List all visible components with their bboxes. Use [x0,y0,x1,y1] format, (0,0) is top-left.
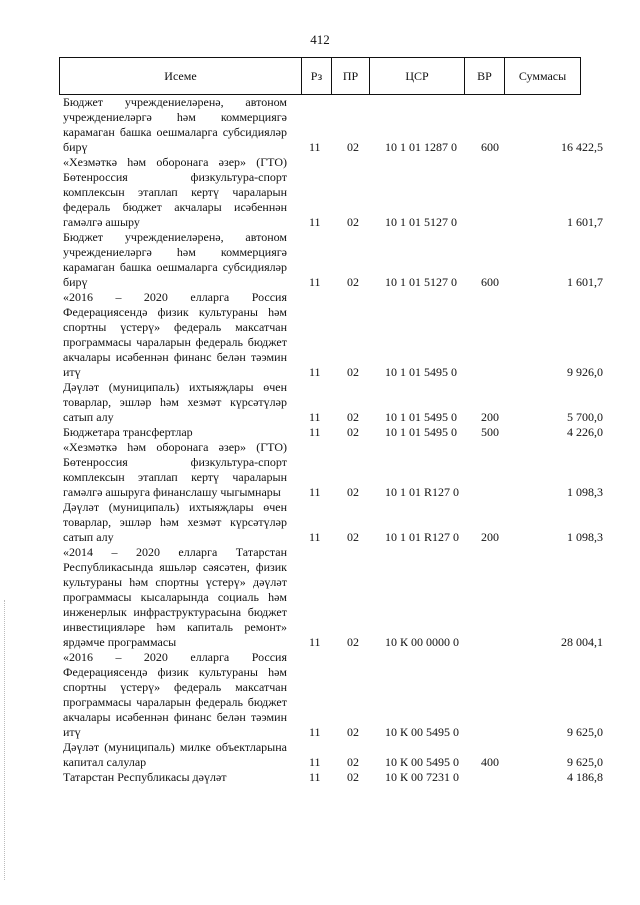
row-name: «2016 – 2020 елларга Россия Федерациясендә физик культураны һәм спортны үстерү» федераль максатчан программасы чараларын федераль бюджет акчалары исәбеннән финанс белән тәэмин итү [63,650,287,739]
row-csr: 10 1 01 5495 0 [385,365,457,379]
row-name: «Хезмәткә һәм оборонага әзер» (ГТО) Бөтенроссия физкультура-спорт комплексын этаплап кертү чараларын гамәлгә ашыруга финанслашу чыгымнары [63,440,287,499]
header-csr: ЦСР [370,58,465,94]
row-vr: 200 [481,410,499,424]
row-sum: 1 601,7 [567,215,603,229]
row-rz: 11 [309,215,321,229]
row-sum: 5 700,0 [567,410,603,424]
header-rz: Рз [302,58,332,94]
row-vr: 400 [481,755,499,769]
row-rz: 11 [309,770,321,784]
row-name: Дәүләт (муниципаль) ихтыяҗлары өчен товарлар, эшләр һәм хезмәт күрсәтүләр сатып алу [63,380,287,424]
row-pr: 02 [347,770,359,784]
row-pr: 02 [347,275,359,289]
row-pr: 02 [347,725,359,739]
row-csr: 10 К 00 7231 0 [385,770,460,784]
row-name: Бюджет учреждениеләренә, автоном учреждениеләргә һәм коммерциягә карамаган башка оешмаларга субсидияләр бирү [63,95,287,154]
row-rz: 11 [309,485,321,499]
row-pr: 02 [347,635,359,649]
row-rz: 11 [309,425,321,439]
row-rz: 11 [309,725,321,739]
row-values [63,425,603,440]
row-pr: 02 [347,425,359,439]
row-sum: 1 098,3 [567,485,603,499]
row-pr: 02 [347,755,359,769]
table-row [63,155,603,230]
row-values [63,215,603,230]
header-name: Исеме [60,58,302,94]
row-sum: 16 422,5 [561,140,603,154]
row-name: «2014 – 2020 елларга Татарстан Республикасында яшьләр сәясәтен, физик культураны һәм спортны үстерү» дәүләт программасы кысаларында социаль һәм инженерлык инфраструктурасына бюджет инвестицияләре һәм капиталь ремонт» ярдәмче программасы [63,545,287,649]
row-csr: 10 К 00 0000 0 [385,635,460,649]
row-values [63,530,603,545]
row-pr: 02 [347,485,359,499]
page-number: 412 [310,32,330,47]
row-name: Бюджетара трансфертлар [63,425,193,439]
row-csr: 10 1 01 5495 0 [385,425,457,439]
row-sum: 9 926,0 [567,365,603,379]
row-name: Татарстан Республикасы дәүләт [63,770,227,784]
row-name: Дәүләт (муниципаль) милке объектларына капитал салулар [63,740,287,769]
table-row [63,545,603,650]
row-values [63,485,603,500]
row-name: «2016 – 2020 елларга Россия Федерациясендә физик культураны һәм спортны үстерү» федераль максатчан программасы чараларын федераль бюджет акчалары исәбеннән финанс белән тәэмин итү [63,290,287,379]
margin-dots [4,600,8,880]
table-row [63,380,603,425]
row-csr: 10 1 01 1287 0 [385,140,457,154]
table-row [63,650,603,740]
row-values [63,635,603,650]
row-rz: 11 [309,530,321,544]
table-row [63,425,603,440]
row-rz: 11 [309,755,321,769]
row-rz: 11 [309,140,321,154]
row-name: Бюджет учреждениеләренә, автоном учреждениеләргә һәм коммерциягә карамаган башка оешмаларга субсидияләр бирү [63,230,287,289]
table-body [63,95,603,785]
header-sum: Суммасы [518,69,567,83]
table-row [63,440,603,500]
row-pr: 02 [347,215,359,229]
row-csr: 10 1 01 5127 0 [385,215,457,229]
row-values [63,140,603,155]
row-name: Дәүләт (муниципаль) ихтыяҗлары өчен товарлар, эшләр һәм хезмәт күрсәтүләр сатып алу [63,500,287,544]
row-sum: 9 625,0 [567,755,603,769]
row-csr: 10 1 01 5495 0 [385,410,457,424]
row-sum: 4 226,0 [567,425,603,439]
row-name: «Хезмәткә һәм оборонага әзер» (ГТО) Бөтенроссия физкультура-спорт комплексын этаплап кертү чараларын федераль бюджет акчалары исәбеннән гамәлгә ашыру [63,155,287,229]
row-rz: 11 [309,275,321,289]
row-sum: 1 601,7 [567,275,603,289]
row-sum: 28 004,1 [561,635,603,649]
table-row [63,740,603,770]
row-pr: 02 [347,410,359,424]
row-vr: 600 [481,140,499,154]
row-pr: 02 [347,530,359,544]
row-sum: 9 625,0 [567,725,603,739]
row-sum: 1 098,3 [567,530,603,544]
row-vr: 600 [481,275,499,289]
table-row [63,770,603,785]
row-values [63,410,603,425]
row-csr: 10 К 00 5495 0 [385,755,460,769]
row-csr: 10 1 01 5127 0 [385,275,457,289]
row-csr: 10 1 01 R127 0 [385,530,460,544]
row-rz: 11 [309,410,321,424]
table-row [63,230,603,290]
row-values [63,365,603,380]
row-values [63,770,603,785]
header-vr: ВР [465,58,505,94]
row-values [63,755,603,770]
table-row [63,500,603,545]
row-values [63,725,603,740]
row-rz: 11 [309,365,321,379]
row-csr: 10 1 01 R127 0 [385,485,460,499]
row-pr: 02 [347,365,359,379]
table-header [59,57,581,95]
header-pr: ПР [332,58,370,94]
table-row [63,290,603,380]
row-vr: 200 [481,530,499,544]
row-pr: 02 [347,140,359,154]
row-csr: 10 К 00 5495 0 [385,725,460,739]
table-row [63,95,603,155]
row-sum: 4 186,8 [567,770,603,784]
row-vr: 500 [481,425,499,439]
row-values [63,275,603,290]
row-rz: 11 [309,635,321,649]
